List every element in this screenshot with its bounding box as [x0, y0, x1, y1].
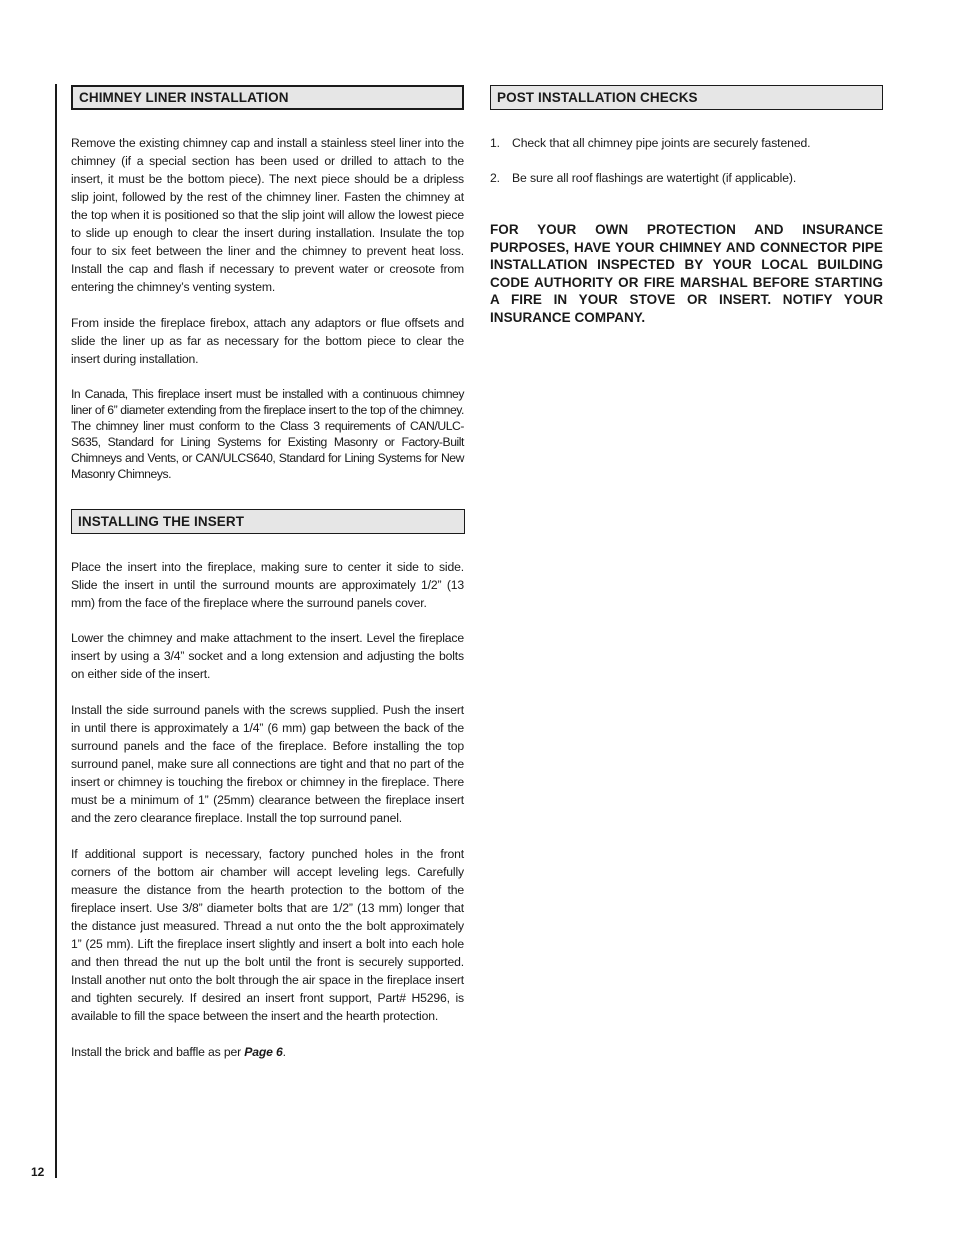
section-header-chimney-liner: CHIMNEY LINER INSTALLATION [71, 85, 464, 110]
installing-insert-final-note [71, 1043, 464, 1061]
section-header-post-installation-checks: POST INSTALLATION CHECKS [490, 85, 883, 110]
chimney-liner-paragraph-2: From inside the fireplace firebox, attach any adaptors or flue offsets and slide the liner up as far as necessary for the bottom piece to clear the insert during installation. [71, 316, 464, 366]
right-column [490, 85, 883, 327]
installing-insert-paragraph-3: Install the side surround panels with the screws supplied. Push the insert in until there is approximately a 1/4” (6 mm) gap between the back of the surround panels and the face of the fireplace. Before installing the top surround panel, make sure all connections are tight and that no part of the insert or chimney is touching the firebox or chimney in the fireplace. There must be a minimum of 1” (25mm) clearance between the fireplace insert and the zero clearance fireplace. Install the top surround panel. [71, 703, 464, 825]
installing-insert-paragraph-1: Place the insert into the fireplace, making sure to center it side to side. Slide the insert in until the surround mounts are approximately 1/2” (13 mm) from the face of the fireplace where the surround panels cover. [71, 560, 464, 610]
check-item-text: Check that all chimney pipe joints are securely fastened. [512, 136, 811, 150]
check-item-number: 1. [490, 136, 500, 150]
installing-insert-paragraph-4: If additional support is necessary, factory punched holes in the front corners of the bottom air chamber will accept leveling legs. Carefully measure the distance from the hearth protection to the bottom of the fireplace insert. Use 3/8” diameter bolts that are 1/2” (13 mm) longer that the distance just measured. Thread a nut onto the the bolt approximately 1” (25 mm). Lift the fireplace insert slightly and insert a bolt into each hole and then thread the nut up the bolt until the front is securely supported. Install another nut onto the bolt through the air space in the fireplace insert and tighten securely. If desired an insert front support, Part# H5296, is available to fill the space between the insert and the hearth protection. [71, 847, 464, 1023]
insurance-warning: FOR YOUR OWN PROTECTION AND INSURANCE PURPOSES, HAVE YOUR CHIMNEY AND CONNECTOR PIPE INSTALLATION INSPECTED BY YOUR LOCAL BUILDING CODE AUTHORITY OR FIRE MARSHAL BEFORE STARTING A FIRE IN YOUR STOVE OR INSERT. NOTIFY YOUR INSURANCE COMPANY. [490, 222, 883, 325]
check-item-2 [490, 169, 883, 187]
chimney-liner-paragraph-1: Remove the existing chimney cap and install a stainless steel liner into the chimney (if a special section has been used or drilled to attach to the insert, it must be the bottom piece). The next piece should be a dripless slip joint, followed by the rest of the chimney liner. Fasten the chimney at the top when it is positioned so that the slip joint will allow the lowest piece to slide up enough to clear the insert during installation. Insulate the top four to six feet between the liner and the chimney to prevent heat loss. Install the cap and flash if necessary to prevent water or creosote from entering the chimney’s venting system. [71, 136, 464, 294]
page-margin-rule [55, 84, 57, 1178]
installing-insert-paragraph-2: Lower the chimney and make attachment to the insert. Level the fireplace insert by using a 3/4” socket and a long extension and adjusting the bolts on either side of the insert. [71, 631, 464, 681]
page-number: 12 [31, 1165, 45, 1179]
final-note-text: Install the brick and baffle as per [71, 1045, 245, 1059]
check-item-1 [490, 134, 883, 152]
page-reference-link[interactable]: Page 6 [244, 1045, 283, 1059]
check-item-number: 2. [490, 171, 500, 185]
section-header-installing-insert: INSTALLING THE INSERT [71, 509, 465, 534]
final-note-period: . [282, 1045, 286, 1059]
check-item-text: Be sure all roof flashings are watertight (if applicable). [512, 171, 797, 185]
chimney-liner-paragraph-canada: In Canada, This fireplace insert must be installed with a continuous chimney liner of 6” diameter extending from the fireplace insert to the top of the chimney. The chimney liner must conform to the Class 3 requirements of CAN/ULC-S635, Standard for Lining Systems for Existing Masonry or Factory-Built Chimneys and Vents, or CAN/ULCS640, Standard for Lining Systems for New Masonry Chimneys. [71, 387, 464, 481]
left-column [71, 85, 464, 1061]
